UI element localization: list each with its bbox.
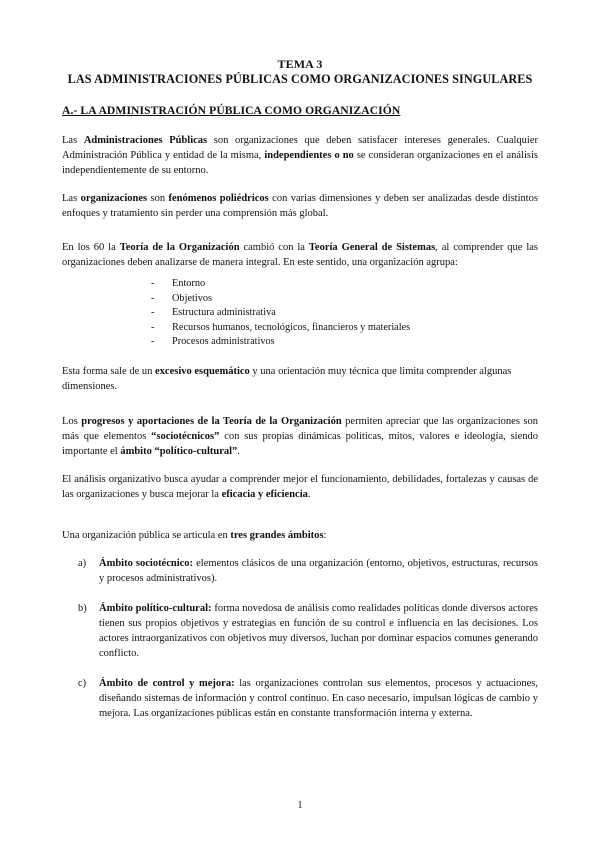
text-run: :	[323, 530, 327, 541]
bold-run: Administraciones Públicas	[83, 135, 208, 146]
list-item-text: Recursos humanos, tecnológicos, financieros y materiales	[172, 321, 411, 333]
ambito-item-control-mejora	[78, 676, 538, 721]
dash-marker: -	[151, 278, 155, 289]
paragraph-teoria	[62, 240, 538, 270]
paragraph-analisis	[62, 472, 538, 502]
document-title: TEMA 3	[277, 57, 323, 71]
dash-marker: -	[151, 336, 155, 348]
ambito-body	[99, 601, 538, 661]
page-number: 1	[297, 800, 303, 811]
text-run: se consideran organizaciones en el análisis independientemente de su entorno.	[62, 150, 538, 176]
text-run: Las	[62, 193, 81, 204]
bold-run: ámbito “político-cultural”	[120, 446, 238, 457]
bold-run: fenómenos poliédricos	[168, 193, 269, 204]
text-run: son	[147, 193, 169, 204]
dash-marker: -	[151, 292, 155, 304]
ambito-title: Ámbito de control y mejora:	[99, 678, 235, 689]
text-run: y una orientación muy técnica que limita comprender algunas dimensiones.	[62, 366, 512, 392]
bold-run: eficacia y eficiencia	[221, 489, 308, 500]
text-run: .	[237, 446, 240, 457]
paragraph-administraciones	[62, 133, 538, 178]
list-marker: b)	[78, 603, 87, 614]
ambito-item-sociotecnico	[78, 556, 538, 586]
dash-marker: -	[151, 307, 155, 319]
bold-run: tres grandes ámbitos	[230, 530, 324, 541]
ambito-body	[99, 676, 538, 721]
section-heading: A.- LA ADMINISTRACIÓN PÚBLICA COMO ORGANIZACIÓN	[62, 104, 401, 117]
text-run: .	[307, 489, 311, 500]
list-item	[151, 277, 410, 292]
ambito-item-politico-cultural	[78, 601, 538, 661]
dash-list	[151, 277, 410, 350]
paragraph-esquematico	[62, 364, 522, 394]
document-subtitle: LAS ADMINISTRACIONES PÚBLICAS COMO ORGANIZACIONES SINGULARES	[67, 72, 533, 86]
bold-run: “sociotécnicos”	[151, 431, 220, 442]
text-run: Los	[62, 416, 82, 427]
ambito-title: Ámbito político-cultural:	[99, 603, 212, 614]
bold-run: Teoría General de Sistemas	[308, 242, 436, 253]
text-run: permiten apreciar que las organizaciones son más que elementos	[62, 416, 539, 442]
bold-run: organizaciones	[80, 193, 148, 204]
dash-marker: -	[151, 321, 155, 333]
bold-run: excesivo esquemático	[155, 366, 250, 377]
text-run: con sus propias dinámicas políticas, mitos, valores e ideología, siendo importante el	[62, 431, 538, 457]
text-run: En los 60 la	[62, 242, 120, 253]
text-run: Esta forma sale de un	[62, 366, 156, 377]
text-run: Una organización pública se articula en	[62, 530, 231, 541]
text-run: Las	[62, 135, 84, 146]
list-item-text: Estructura administrativa	[172, 307, 276, 319]
paragraph-progresos	[62, 414, 538, 459]
list-item	[151, 321, 410, 336]
list-item-text: Entorno	[172, 278, 206, 289]
ambito-text: forma novedosa de análisis como realidades políticas donde diversos actores tienen sus propios objetivos y estrategias en función de su control e influencia en las decisiones. Los actores intraorganizativos con objetivos muy diversos, luchan por dominar espacios comunes generando conflicto.	[99, 603, 539, 659]
text-run: con varias dimensiones y deben ser analizadas desde distintos enfoques y tratamiento sin perder una comprensión más global.	[62, 193, 538, 219]
bold-run: Teoría de la Organización	[119, 242, 240, 253]
list-marker: a)	[78, 558, 87, 569]
list-item-text: Procesos administrativos	[172, 336, 275, 348]
list-item-text: Objetivos	[172, 292, 213, 304]
text-run: , al comprender que las organizaciones deben analizarse de manera integral. En este sentido, una organización agrupa:	[62, 242, 539, 268]
list-item	[151, 292, 410, 307]
text-run: El análisis organizativo busca ayudar a comprender mejor el funcionamiento, debilidades, fortalezas y causas de las organizaciones y busca mejorar la	[62, 474, 538, 500]
paragraph-ambitos-intro	[62, 528, 538, 543]
text-run: son organizaciones que deben satisfacer intereses generales. Cualquier Administración Pública y entidad de la misma,	[62, 135, 538, 161]
ambito-body	[99, 556, 538, 586]
ambito-text: elementos clásicos de una organización (entorno, objetivos, estructuras, recursos y procesos administrativos).	[99, 558, 538, 584]
list-item	[151, 335, 410, 350]
paragraph-organizaciones	[62, 191, 538, 221]
list-marker: c)	[78, 678, 87, 689]
ambito-title: Ámbito sociotécnico:	[99, 558, 194, 569]
bold-run: progresos y aportaciones de la Teoría de la Organización	[81, 416, 342, 427]
list-item	[151, 306, 410, 321]
ambito-text: las organizaciones controlan sus elementos, procesos y actuaciones, diseñando sistemas de información y control continuo. En caso necesario, impulsan lógicas de cambio y mejora. Las organizaciones públicas están en constante transformación interna y externa.	[99, 678, 538, 719]
text-run: cambió con la	[239, 242, 309, 253]
bold-run: independientes o no	[264, 150, 354, 161]
